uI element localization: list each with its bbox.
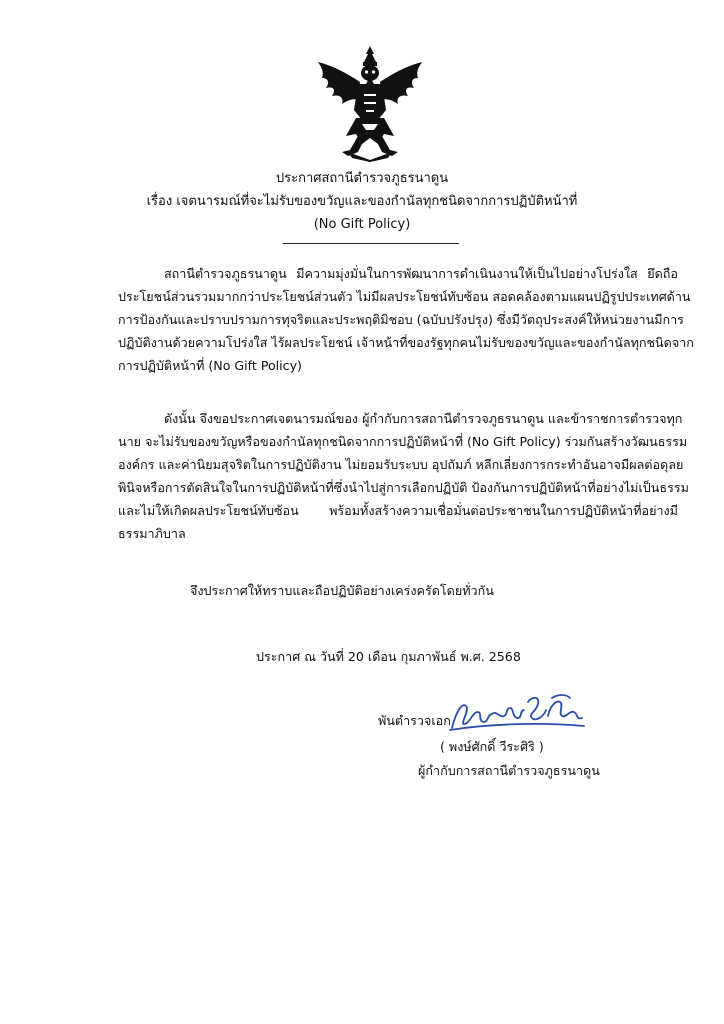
announcement-date: ประกาศ ณ วันที่ 20 เดือน กุมภาพันธ์ พ.ศ. 2568 xyxy=(256,649,521,664)
paragraph-1-line: การปฏิบัติหน้าที่ (No Gift Policy) xyxy=(118,358,302,373)
policy-name: (No Gift Policy) xyxy=(313,217,411,232)
handwritten-signature xyxy=(448,688,588,732)
paragraph-2-line: และไม่ให้เกิดผลประโยชน์ทับซ้อน พร้อมทั้งสร้างความเชื่อมั่นต่อประชาชนในการปฏิบัติหน้าที่อย่างมี xyxy=(118,503,678,518)
paragraph-1-line: ประโยชน์ส่วนรวมมากกว่าประโยชน์ส่วนตัว ไม่มีผลประโยชน์ทับซ้อน สอดคล้องตามแผนปฏิรูปประเทศด้าน xyxy=(118,289,691,304)
signer-rank: พันตำรวจเอก xyxy=(378,713,451,728)
paragraph-2-line: พินิจหรือการตัดสินใจในการปฏิบัติหน้าที่ซึ่งนำไปสู่การเลือกปฏิบัติ ป้องกันการปฏิบัติหน้าที่อย่างไม่เป็นธรรม xyxy=(118,480,689,495)
paragraph-1-line: การป้องกันและปราบปรามการทุจริตและประพฤติมิชอบ (ฉบับปรังปรุง) ซึ่งมีวัตถุประสงค์ให้หน่วยงานมีการ xyxy=(118,312,684,327)
header-divider xyxy=(283,243,459,244)
paragraph-1-line: สถานีตำรวจภูธรนาดูน มีความมุ่งมั่นในการพัฒนาการดำเนินงานให้เป็นไปอย่างโปร่งใส ยึดถือ xyxy=(164,266,678,281)
announcement-subject: เรื่อง เจตนารมณ์ที่จะไม่รับของขวัญและของกำนัลทุกชนิดจากการปฏิบัติหน้าที่ xyxy=(146,194,578,209)
paragraph-1-line: ปฏิบัติงานด้วยความโปร่งใส ไร้ผลประโยชน์ เจ้าหน้าที่ของรัฐทุกคนไม่รับของขวัญและของกำนัลทุกชนิดจาก xyxy=(118,335,694,350)
signer-position: ผู้กำกับการสถานีตำรวจภูธรนาดูน xyxy=(418,763,600,778)
garuda-emblem-icon xyxy=(308,44,432,162)
paragraph-2-line: ดังนั้น จึงขอประกาศเจตนารมณ์ของ ผู้กำกับการสถานีตำรวจภูธรนาดูน และข้าราชการตำรวจทุก xyxy=(164,411,683,426)
paragraph-2-line: นาย จะไม่รับของขวัญหรือของกำนัลทุกชนิดจากการปฏิบัติหน้าที่ (No Gift Policy) ร่วมกันสร้างวัฒนธรรม xyxy=(118,434,688,449)
signer-name: ( พงษ์ศักดิ์ วีระศิริ ) xyxy=(440,739,544,754)
paragraph-2-line: ธรรมาภิบาล xyxy=(118,526,186,541)
closing-statement: จึงประกาศให้ทราบและถือปฏิบัติอย่างเคร่งครัดโดยทั่วกัน xyxy=(190,583,494,598)
announcement-title: ประกาศสถานีตำรวจภูธรนาดูน xyxy=(275,171,449,186)
paragraph-2-line: องค์กร และค่านิยมสุจริตในการปฏิบัติงาน ไม่ยอมรับระบบ อุปถัมภ์ หลีกเลี่ยงการกระทำอันอาจมีผลต่อดุลย xyxy=(118,457,684,472)
